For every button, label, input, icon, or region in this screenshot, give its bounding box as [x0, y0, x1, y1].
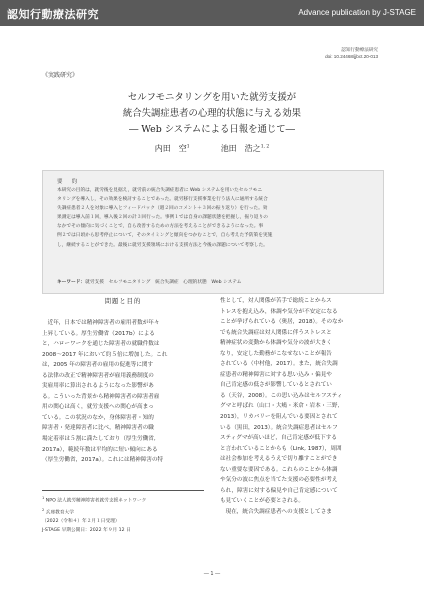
footnotes: [42, 494, 204, 535]
title-line-1: セルフモニタリングを用いた就労支援が: [127, 92, 297, 103]
title-line-2: 統合失調症患者の心理的状態に与える効果: [122, 108, 302, 119]
footnote-text: NPO 法人就労精神障害者就労支援ネットワーク: [45, 498, 147, 504]
abstract-line: 失調症患者２人を対象に導入とフィードバック（週２回のコメント＋３回の振り返り）を行った。効: [57, 206, 268, 212]
body-line: は社会参加を考えるうえで切り離すことができ: [220, 456, 338, 463]
title-line-3: ― Web システムによる日報を通じて―: [128, 124, 296, 135]
body-line: 近年，日本では精神障害者の雇用者数が年々: [42, 320, 160, 326]
body-line: る（天谷，2008）。この思い込みはセルフスティ: [220, 392, 343, 399]
body-line: は，2005 年の障害者の雇用の促進等に関す: [42, 362, 154, 369]
body-line: る。こういった背景から精神障害者の障害者雇: [42, 393, 160, 400]
body-line: （厚生労働省，2017a）。これには精神障害の特: [42, 457, 164, 464]
section-heading: 問題と目的: [104, 298, 142, 305]
body-line: ない重要な要因である。これらのことから体調: [220, 466, 338, 473]
body-line: 上昇している。厚生労働省（2017b）による: [42, 330, 155, 337]
body-line: でも統合失調症は対人関係に伴うストレスと: [220, 329, 332, 336]
body-line: 2013），リカバリーを阻んでいる要因とされて: [220, 414, 338, 421]
body-line: 精神症状の変動から体調や気分の波が大きく: [220, 340, 332, 347]
footnote-mark: 1: [42, 496, 45, 500]
doi: doi: 10.24468/jjbct.20-013: [325, 54, 378, 59]
body-line: 現在，統合失調症患者への支援としてさま: [220, 508, 332, 515]
body-line: や気分の波に焦点を当てた支援の必要性が考え: [220, 477, 338, 484]
body-line: 症患者の精神障害に対する思い込み・偏見や: [220, 371, 332, 378]
body-line: る法律の改正で精神障害者が雇用義務制度の: [42, 372, 154, 379]
abstract-line: 例２では日頃から思考停止について，そのタイミングと傾向をつかむことで，自ら考えた予防策を実施: [57, 233, 273, 239]
abstract-line: 果測定は導入前１回，導入後２回の計３回行った。事例１では自身の課題状態を把握し，振り返りの: [57, 215, 268, 221]
abstract-line: なかでその傾向に気づくことで，自ら改善するための方法を考えることができるようになった。事: [57, 224, 264, 230]
abstract-line: タリングを導入し，その効果を検討することであった。就労移行支援事業を行う法人に通所する統合: [57, 197, 268, 203]
footnote-mark: 2: [42, 507, 45, 512]
body-line: 2017a），範続年数は平均的に短い傾向にある: [42, 446, 158, 453]
abstract-text: [57, 186, 373, 250]
footnote-divider: [42, 490, 204, 491]
keywords: [57, 279, 373, 285]
abstract-line: 本研究の目的は，就労後を見据え，就労前の統合失調症患者に Web システムを用いたセルフモニ: [57, 188, 263, 193]
body-line: 自己肯定感の低さが影響しているとされてい: [220, 382, 332, 389]
advance-publication-label: Advance publication by J-STAGE: [298, 8, 416, 17]
abstract-line: し，継続することができた。最後に就労支援領域における支援方法と今後の課題について考察した。: [57, 242, 268, 248]
body-line: 用の関心は高く，就労支援への関心が高まっ: [42, 404, 154, 411]
footnote-text: J-STAGE 早期公開日：2022 年９月 12 日: [42, 528, 131, 534]
author-name: 内田 空: [154, 144, 187, 153]
body-line: スティグマが高いほど，自己肯定感が低下する: [220, 435, 337, 442]
footnote-line: [42, 494, 204, 506]
footnote-text: （2022（令和４）年２月１日受理）: [42, 519, 120, 525]
body-column-right: [220, 296, 382, 517]
author-name: 池田 浩之: [220, 144, 261, 153]
author-affiliation-mark: 1, 2: [260, 144, 270, 150]
journal-name: 認知行動療法研究: [7, 8, 99, 21]
body-line: も見ていくことが必要とされる。: [220, 498, 304, 505]
body-line: 障害者・発達障害者に比べ，精神障害者の職: [42, 425, 154, 432]
footnote-line: [42, 517, 204, 526]
journal-header: [0, 0, 424, 26]
body-line: されている（中村他，2017）。また，統合失調: [220, 361, 338, 368]
keywords-list: 就労支援 セルフモニタリング 統合失調症 心理的状態 Web システム: [85, 280, 242, 285]
body-line: 場定着率は５割に満たしており（厚生労働省,: [42, 436, 156, 443]
author-list: [0, 143, 424, 154]
body-line: ことが挙げられている（奥居，2018）。そのなか: [220, 319, 344, 326]
footnote-line: [42, 526, 204, 535]
footnote-line: [42, 506, 204, 518]
body-column-left: [42, 318, 204, 466]
body-line: グマと呼ばれ（山口・大嶋・米倉・岩本・三野,: [220, 403, 340, 410]
keywords-label: キーワード：: [57, 280, 86, 285]
body-line: 2008～2017 年において約５倍に増加した。これ: [42, 351, 168, 358]
page-number: ― 1 ―: [203, 571, 221, 577]
article-category: 《実践研究》: [42, 72, 79, 79]
body-line: なり，安定した勤務がこなせないことが報告: [220, 350, 332, 357]
footnote-text: 兵庫教育大学: [45, 510, 74, 516]
body-line: られ，障害に対する偏見や自己肯定感について: [220, 487, 338, 494]
body-line: 性として，対人関係が苦手で総続ことからス: [220, 298, 332, 304]
body-line: と，ハローワークを通じた障害者の就職件数は: [42, 341, 160, 348]
body-line: と言われていることからも（Link, 1987），周囲: [220, 445, 342, 452]
body-line: いる（黒田，2013）。統合失調症患者はセルフ: [220, 424, 338, 431]
body-line: トレスを抱え込み，体調や気分が不安定になる: [220, 308, 338, 315]
author-affiliation-mark: 1: [186, 144, 190, 150]
body-line: ている。この状況のなか，身体障害者・知的: [42, 414, 154, 421]
abstract-box: [42, 170, 384, 294]
body-line: 実雇用率に算出されるようになった影響があ: [42, 383, 154, 390]
abstract-heading: 要 約: [57, 179, 80, 185]
journal-short-title: 認知行動療法研究: [341, 47, 378, 52]
